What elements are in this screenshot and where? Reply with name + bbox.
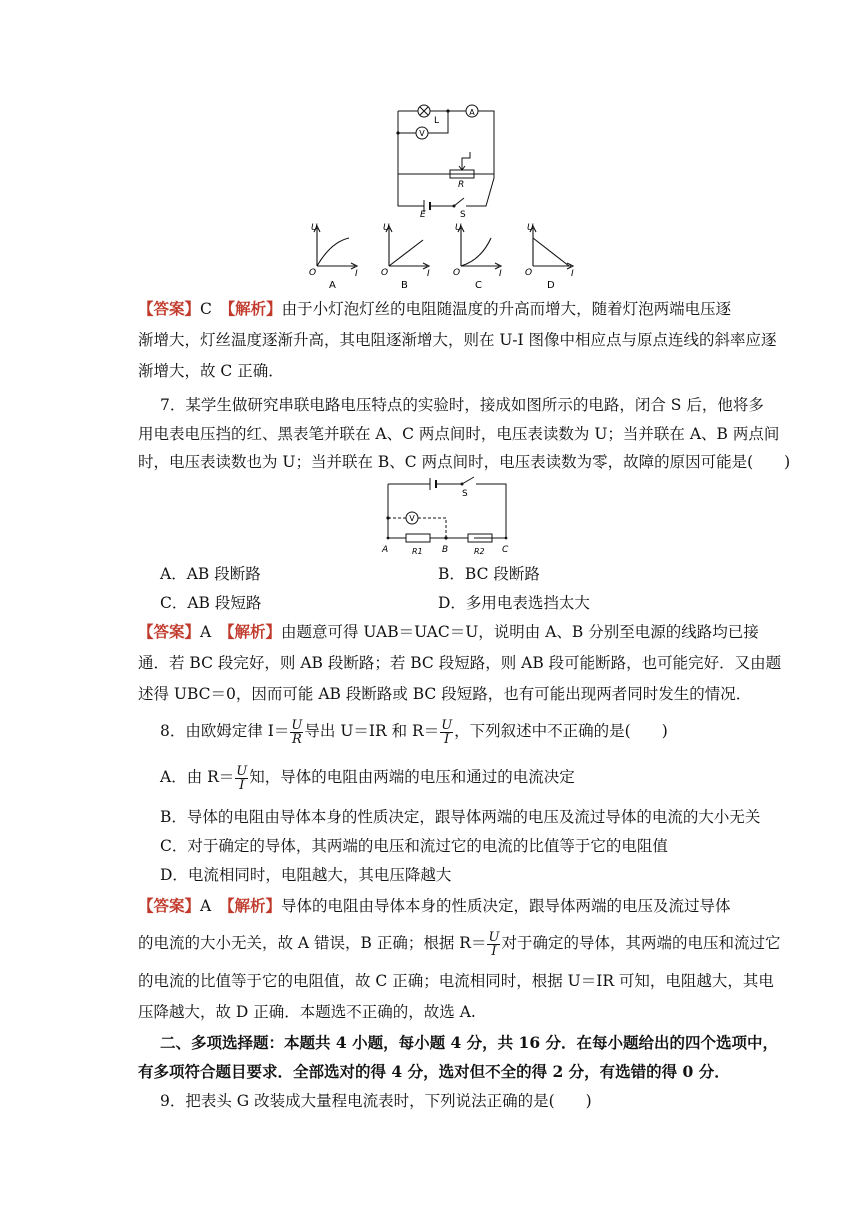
q8-answer: A	[200, 897, 212, 915]
q7-analysis-text-1: 由题意可得 UAB＝UAC＝U，说明由 A、B 分别至电源的线路均已接	[281, 623, 759, 641]
q7-r1-label: R1	[412, 547, 423, 556]
q8-stem-mid: 导出 U＝IR 和 R＝	[304, 722, 440, 740]
q6-analysis-line-1	[138, 298, 740, 320]
q8-analysis-line-1	[138, 895, 740, 917]
analysis-tag: 【解析】	[226, 896, 281, 915]
q7-option-d[interactable]: D．多用电表选挡太大	[438, 594, 590, 612]
q7-point-b: B	[442, 545, 449, 555]
q7-analysis-line-2: 通．若 BC 段完好，则 AB 段断路；若 BC 段短路，则 AB 段可能断路，也可能完好．又由题	[138, 654, 782, 672]
q8-option-c[interactable]: C．对于确定的导体，其两端的电压和流过它的电流的比值等于它的电阻值	[160, 837, 668, 855]
switch-label: S	[460, 210, 466, 218]
q6-circuit-diagram	[390, 96, 500, 218]
q8-stem-post: ，下列叙述中不正确的是( )	[454, 722, 668, 740]
q8-fraction-u-i	[440, 719, 453, 746]
graph-b-i: I	[427, 269, 430, 279]
graph-d-u: U	[527, 223, 534, 233]
graph-a-i: I	[355, 269, 358, 279]
section-2-heading-line-2: 有多项符合题目要求．全部选对的得 4 分，选对但不全的得 2 分，有选错的得 0 分．	[138, 1062, 730, 1081]
q6-graph-options	[305, 218, 595, 290]
q8-stem-pre: 8．由欧姆定律 I＝	[160, 722, 290, 740]
q7-r2-label: R2	[474, 547, 485, 556]
section-2-heading-line-1: 二、多项选择题：本题共 4 小题，每小题 4 分，共 16 分．在每小题给出的四个选项中，	[160, 1033, 779, 1052]
q8-analysis-l2-post: 对于确定的导体，其两端的电压和流过它	[501, 934, 781, 952]
q7-option-b[interactable]: B．BC 段断路	[438, 565, 540, 583]
q6-answer: C	[200, 300, 212, 318]
q6-analysis-text-1: 由于小灯泡灯丝的电阻随温度的升高而增大，随着灯泡两端电压逐	[281, 300, 732, 318]
frac-num: U	[236, 763, 248, 779]
frac-den: I	[239, 777, 245, 793]
graph-c-u: U	[455, 223, 462, 233]
answer-tag: 【答案】	[138, 622, 201, 641]
answer-tag: 【答案】	[138, 299, 201, 318]
q7-analysis-line-1	[138, 621, 759, 643]
q7-analysis-line-3: 述得 UBC＝0，因而可能 AB 段断路或 BC 段短路，也有可能出现两者同时发生的情况．	[138, 685, 752, 703]
graph-b-u: U	[383, 223, 390, 233]
graph-c-o: O	[453, 268, 461, 278]
graph-b-o: O	[381, 268, 389, 278]
q7-option-c[interactable]: C．AB 段短路	[160, 594, 262, 612]
q8-option-a[interactable]	[160, 762, 575, 792]
q6-analysis-line-3: 渐增大，故 C 正确．	[138, 362, 284, 380]
ammeter-label: A	[469, 108, 475, 117]
q8-analysis-line-3: 的电流的比值等于它的电阻值，故 C 正确；电流相同时，根据 U＝IR 可知，电阻越大，其电	[138, 972, 774, 990]
graph-c-i: I	[499, 269, 502, 279]
lamp-label: L	[434, 116, 440, 126]
graph-d-label: D	[547, 280, 555, 290]
graph-b-label: B	[401, 280, 408, 290]
frac-den: R	[292, 731, 302, 747]
frac-num: U	[488, 929, 500, 945]
q7-answer: A	[200, 623, 212, 641]
q7-switch-label: S	[462, 489, 468, 499]
analysis-tag: 【解析】	[226, 622, 281, 641]
answer-tag: 【答案】	[138, 896, 201, 915]
q8-option-a-fraction	[235, 765, 248, 792]
frac-den: I	[491, 943, 497, 959]
q6-analysis-line-2: 渐增大，灯丝温度逐渐升高，其电阻逐渐增大，则在 U-I 图像中相应点与原点连线的斜率应逐	[138, 331, 777, 349]
q7-stem-line-2: 用电表电压挡的红、黑表笔并联在 A、C 两点间时，电压表读数为 U；当并联在 A、B 两点间	[138, 425, 780, 443]
q8-analysis-line-4: 压降越大，故 D 正确．本题选不正确的，故选 A.	[138, 1003, 476, 1021]
graph-d-i: I	[571, 269, 574, 279]
graph-c-label: C	[475, 280, 482, 290]
q9-stem: 9．把表头 G 改装成大量程电流表时，下列说法正确的是( )	[160, 1092, 592, 1110]
analysis-tag: 【解析】	[227, 299, 282, 318]
rheostat-label: R	[458, 180, 465, 190]
q8-option-b[interactable]: B．导体的电阻由导体本身的性质决定，跟导体两端的电压及流过导体的电流的大小无关	[160, 808, 761, 826]
q7-stem-line-3: 时，电压表读数也为 U；当并联在 B、C 两点间时，电压表读数为零，故障的原因可能是( )	[138, 453, 791, 471]
q8-analysis-text-1: 导体的电阻由导体本身的性质决定，跟导体两端的电压及流过导体	[281, 897, 731, 915]
q8-analysis-line-2	[138, 928, 781, 959]
graph-d-o: O	[525, 268, 533, 278]
graph-a-u: U	[311, 223, 318, 233]
q8-fraction-u-r	[290, 719, 303, 746]
q8-analysis-fraction	[487, 931, 500, 958]
q7-point-a: A	[382, 545, 389, 555]
q8-option-d[interactable]: D．电流相同时，电阻越大，其电压降越大	[160, 866, 452, 884]
q7-voltmeter-label: V	[409, 514, 415, 523]
q7-stem-line-1: 7．某学生做研究串联电路电压特点的实验时，接成如图所示的电路，闭合 S 后，他将多	[160, 396, 764, 414]
graph-a-label: A	[329, 280, 336, 290]
q7-circuit-diagram	[378, 474, 518, 558]
graph-a-o: O	[309, 268, 317, 278]
frac-num: U	[291, 717, 303, 733]
q8-stem	[160, 716, 740, 746]
q8-analysis-l2-pre: 的电流的大小无关，故 A 错误，B 正确；根据 R＝	[138, 934, 487, 952]
q7-point-c: C	[502, 545, 509, 555]
voltmeter-label: V	[419, 129, 425, 138]
q8-option-a-post: 知，导体的电阻由两端的电压和通过的电流决定	[249, 768, 575, 786]
frac-den: I	[444, 731, 450, 747]
frac-num: U	[441, 717, 453, 733]
q7-option-a[interactable]: A．AB 段断路	[160, 565, 261, 583]
battery-label: E	[420, 210, 426, 218]
q8-option-a-pre: A．由 R＝	[160, 768, 235, 786]
